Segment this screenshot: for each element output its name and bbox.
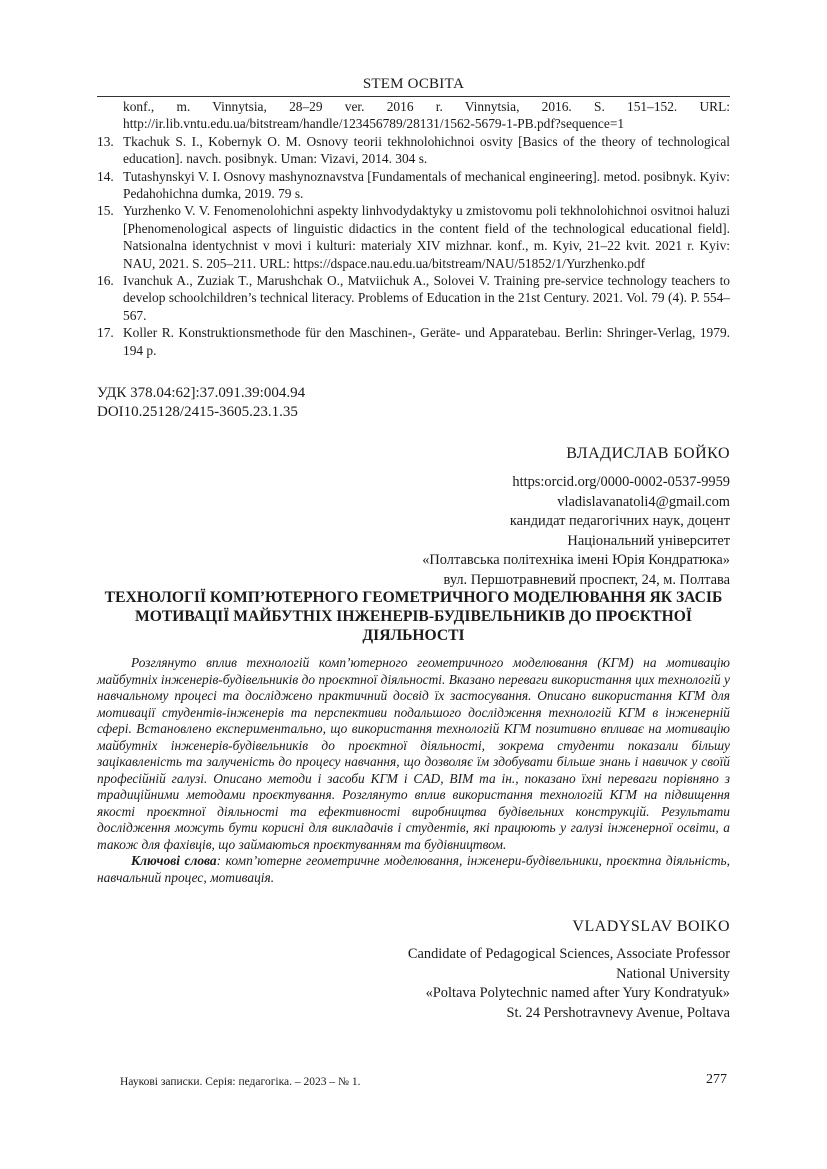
university-line-en: National University <box>616 965 730 982</box>
reference-item-12-continued <box>97 98 730 133</box>
degree-line-en: Candidate of Pedagogical Sciences, Associate Professor <box>407 946 730 962</box>
udk-code: УДК 378.04:62]:37.091.39:004.94 <box>97 385 306 401</box>
university-line: Національний університет <box>567 532 730 549</box>
university-name-line: «Полтавська політехніка імені Юрія Кондратюка» <box>422 552 730 569</box>
university-name-line-en: «Poltava Polytechnic named after Yury Kondratyuk» <box>425 985 730 1002</box>
author-affiliation-en <box>408 945 730 1023</box>
author-name-en: VLADYSLAV BOIKO <box>572 918 730 935</box>
footer-journal: Наукові записки. Серія: педагогіка. – 2023 – № 1. <box>120 1076 361 1088</box>
reference-number: 17. <box>97 325 114 341</box>
reference-list <box>97 98 730 359</box>
reference-number: 14. <box>97 168 114 184</box>
orcid-line: https:orcid.org/0000-0002-0537-9959 <box>512 474 730 490</box>
author-affiliation-ua <box>422 473 730 591</box>
keywords <box>97 853 730 886</box>
reference-item-13 <box>97 133 730 168</box>
reference-item-16 <box>97 272 730 324</box>
reference-text: konf., m. Vinnytsia, 28–29 ver. 2016 r. Vinnytsia, 2016. S. 151–152. URL: http://ir.lib.vntu.edu.ua/bitstream/handle/123456789/28131/1562-5679-1-PB.pdf?sequence=1 <box>123 99 730 132</box>
keywords-label: Ключові слова <box>131 853 217 868</box>
reference-text: Ivanchuk A., Zuziak T., Marushchak O., Matviichuk A., Solovei V. Training pre-service technology teachers to develop schoolchildren’s technical literacy. Problems of Education in the 21st Century. 2021. Vol. 79 (4). P. 554–567. <box>123 273 730 323</box>
reference-item-15 <box>97 202 730 272</box>
classification-block <box>97 384 305 422</box>
reference-number: 15. <box>97 203 114 219</box>
doi-code: DOI10.25128/2415-3605.23.1.35 <box>97 404 298 420</box>
reference-text: Koller R. Konstruktionsmethode für den Maschinen-, Geräte- und Apparatebau. Berlin: Shringer-Verlag, 1979. 194 p. <box>123 325 730 358</box>
reference-text: Yurzhenko V. V. Fenomenolohichni aspekty linhvodydaktyky u zmistovomu poli tekhnolohichnoi osvitnoi haluzi [Phenomenological aspects of linguistic didactics in the content field of the technological educational field]. Natsionalna identychnist v movi i kulturi: materialy XIV mizhnar. konf., m. Kyiv, 21–22 kvit. 2021 r. Kyiv: NAU, 2021. S. 205–211. URL: https://dspace.nau.edu.ua/bitstream/NAU/51852/1/Yurzhenko.pdf <box>123 203 730 271</box>
keywords-text: : комп’ютерне геометричне моделювання, інженери-будівельники, проєктна діяльність, навчальний процес, мотивація. <box>97 853 730 885</box>
address-line: вул. Першотравневий проспект, 24, м. Полтава <box>443 571 730 588</box>
page-number: 277 <box>706 1072 727 1087</box>
header-divider <box>97 96 730 97</box>
reference-text: Tkachuk S. I., Kobernyk O. M. Osnovy teorii tekhnolohichnoi osvity [Basics of the theory of technological education]. navch. posibnyk. Uman: Vizavi, 2014. 304 s. <box>123 133 730 167</box>
reference-item-14 <box>97 168 730 203</box>
reference-text: Tutashynskyi V. I. Osnovy mashynoznavstva [Fundamentals of mechanical engineering]. metod. posibnyk. Kyiv: Pedahohichna dumka, 2019. 79 s. <box>123 168 730 202</box>
abstract <box>97 655 730 886</box>
reference-number: 16. <box>97 273 114 289</box>
author-name-ua: ВЛАДИСЛАВ БОЙКО <box>566 445 730 462</box>
running-header: STEM ОСВІТА <box>362 76 465 92</box>
article-title: ТЕХНОЛОГІЇ КОМП’ЮТЕРНОГО ГЕОМЕТРИЧНОГО МОДЕЛЮВАННЯ ЯК ЗАСІБ МОТИВАЦІЇ МАЙБУТНІХ ІНЖЕНЕРІВ-БУДІВЕЛЬНИКІВ ДО ПРОЄКТНОЇ ДІЯЛЬНОСТІ <box>104 589 723 644</box>
degree-line: кандидат педагогічних наук, доцент <box>509 513 730 530</box>
reference-number: 13. <box>97 133 114 149</box>
abstract-text: Розглянуто вплив технологій комп’ютерного геометричного моделювання (КГМ) на мотивацію майбутніх інженерів-будівельників до проєктної діяльності. Вказано переваги використання цих технологій у навчальному процесі та досліджено практичний досвід їх застосування. Описано використання КГМ для мотивації студентів-інженерів та перспективи подальшого дослідження технологій КГМ в інженерній сфері. Встановлено експериментально, що використання технологій КГМ позитивно впливає на мотивацію майбутніх інженерів-будівельників до проєктної діяльності, зокрема студенти показали більшу зацікавленість та залученість до процесу навчання, що дозволяє їм здобувати більше знань і навичок у своїй професійній галузі. Описано методи і засоби КГМ і CAD, BIM та ін., показано їхні переваги порівняно з традиційними методами проєктування. Розглянуто вплив використання технологій КГМ на підвищення якості проєктної діяльності та ефективності виробництва будівельних конструкцій. Результати дослідження можуть бути корисні для викладачів і студентів, які працюють у галузі інженерної освіти, а також для фахівців, що займаються проєктуванням та будівництвом. <box>97 655 730 852</box>
reference-item-17 <box>97 324 730 359</box>
email-line: vladislavanatoli4@gmail.com <box>557 493 730 510</box>
address-line-en: St. 24 Pershotravnevy Avenue, Poltava <box>506 1004 730 1021</box>
